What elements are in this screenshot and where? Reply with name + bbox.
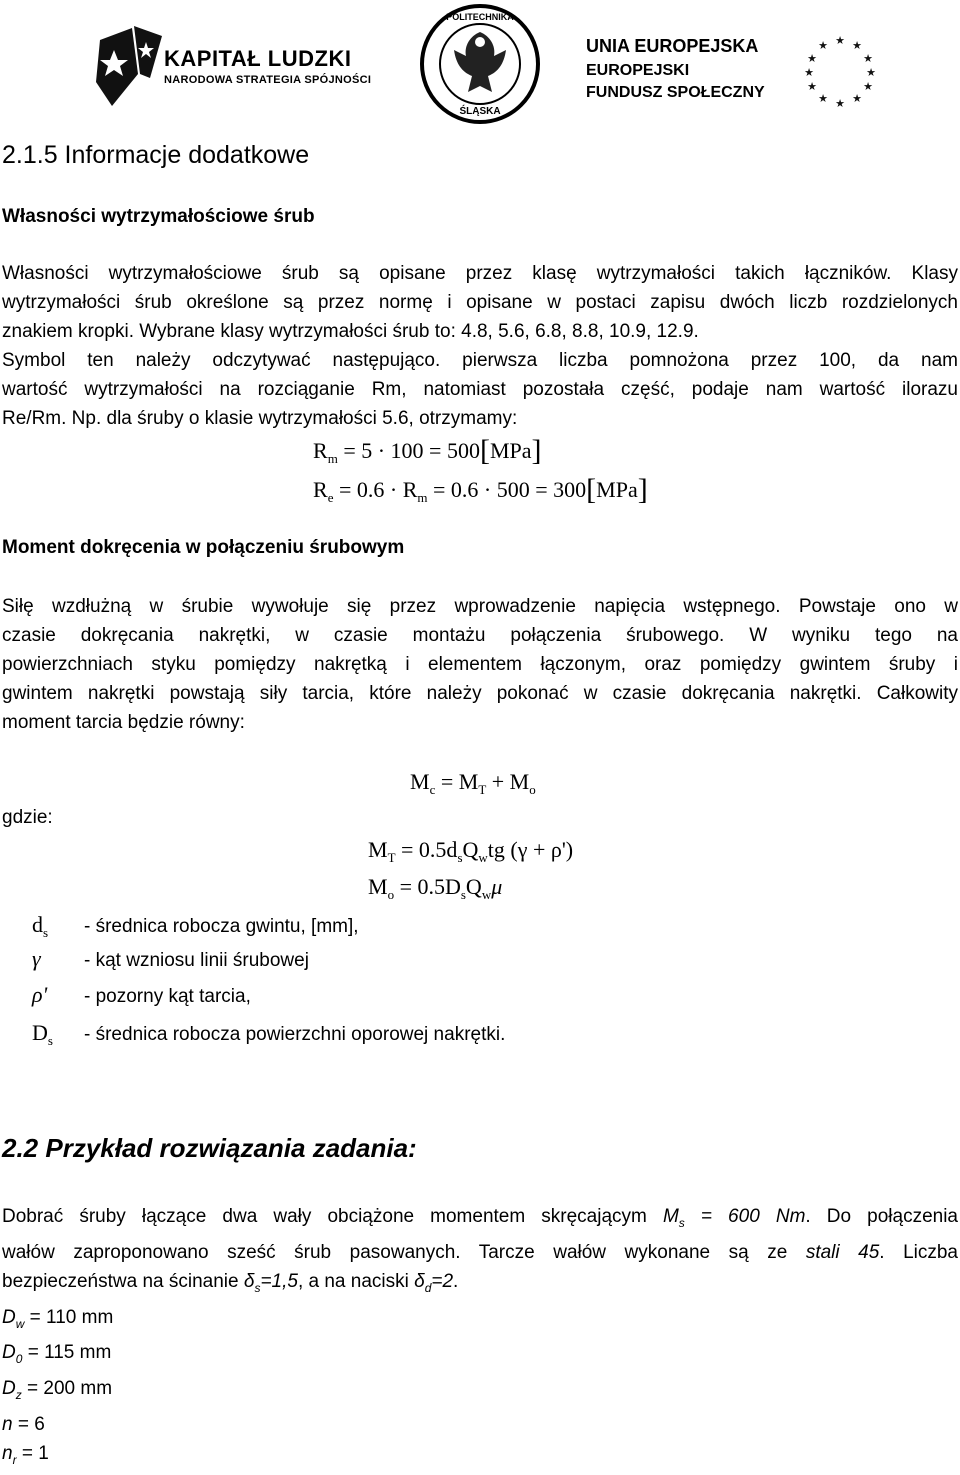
slaska-arc-text: ŚLĄSKA xyxy=(459,106,501,117)
param-dw: $D_w = 110$ mm xyxy=(2,1306,114,1331)
svg-text:★: ★ xyxy=(804,66,814,79)
svg-text:★: ★ xyxy=(807,80,817,93)
paragraph-line: wytrzymałości śrub określone są przez normę i opisane w postaci zapisu dwóch liczb rozdzielonych xyxy=(2,292,958,313)
label-gdzie: gdzie: xyxy=(2,807,53,828)
paragraph-line: Re/Rm. Np. dla śruby o klasie wytrzymałości 5.6, otrzymamy: xyxy=(2,408,518,429)
equation-mo: $M_o = 0.5D_sQ_w\mu$ xyxy=(368,874,503,902)
eu-fund-line2: FUNDUSZ SPOŁECZNY xyxy=(586,84,765,101)
subheading-wlasnosci: Własności wytrzymałościowe śrub xyxy=(2,206,315,227)
param-n: n = 6 xyxy=(2,1413,45,1435)
equation-rm: $R_m = 5 \cdot 100 = 500[MPa]$ xyxy=(313,434,542,467)
svg-text:★: ★ xyxy=(835,97,845,108)
svg-text:★: ★ xyxy=(818,92,828,105)
kapital-ludzki-emblem-icon xyxy=(92,22,164,112)
symbol-Ds: $D_s$ xyxy=(32,1020,53,1048)
section-title-2-2: 2.2 Przykład rozwiązania zadania: xyxy=(2,1133,417,1163)
symbol-rho-desc: - pozorny kąt tarcia, xyxy=(84,986,251,1007)
equation-mc: $M_c = M_T + M_o$ xyxy=(410,769,536,797)
logo-unia-europejska xyxy=(586,36,886,106)
param-nr: $n_r = 1$ xyxy=(2,1442,49,1467)
param-dz: $D_z = 200$ mm xyxy=(2,1378,113,1402)
politechnika-arc-text: POLITECHNIKA xyxy=(446,12,514,22)
svg-text:★: ★ xyxy=(807,52,817,65)
svg-text:★: ★ xyxy=(863,52,873,65)
equation-mt: $M_T = 0.5d_sQ_wtg$ (γ + ρ') xyxy=(368,837,574,865)
param-d0: $D_0 = 115$ mm xyxy=(2,1342,112,1367)
eu-name: UNIA EUROPEJSKA xyxy=(586,36,759,56)
symbol-ds: $d_s$ xyxy=(32,912,49,940)
paragraph-line: Symbol ten należy odczytywać następująco. pierwsza liczba pomnożona przez 100, da nam xyxy=(2,350,958,371)
symbol-ds-desc: - średnica robocza gwintu, [mm], xyxy=(84,916,359,937)
svg-text:★: ★ xyxy=(852,39,862,52)
paragraph-wlasnosci xyxy=(2,259,958,433)
paragraph-task xyxy=(2,1202,958,1475)
paragraph-line: Siłę wzdłużną w śrubie wywołuje się przez wprowadzenie napięcia wstępnego. Powstaje ono w xyxy=(2,596,958,617)
equation-re: $R_e = 0.6 \cdot R_m = 0.6 \cdot 500 = 300[MPa]$ xyxy=(313,473,648,506)
subheading-moment: Moment dokręcenia w połączeniu śrubowym xyxy=(2,537,405,558)
svg-text:★: ★ xyxy=(835,34,845,47)
paragraph-line: wartość wytrzymałości na rozciąganie Rm, natomiast pozostała część, podaje nam wartość ilorazu xyxy=(2,379,958,400)
kapital-ludzki-name: KAPITAŁ LUDZKI xyxy=(164,46,352,71)
logo-politechnika-slaska xyxy=(418,2,542,126)
logo-kapital-ludzki xyxy=(92,22,382,112)
paragraph-line: gwintem nakrętki powstają siły tarcia, które należy pokonać w czasie dokręcania nakrętki. Całkowity xyxy=(2,683,958,704)
svg-text:★: ★ xyxy=(863,80,873,93)
paragraph-line: powierzchniach styku pomiędzy nakrętką i elementem łączonym, oraz pomiędzy gwintem śruby i xyxy=(2,654,958,675)
task-line-3: bezpieczeństwa na ścinanie $\delta_s=1,5$, a na naciski $\delta_d=2$. xyxy=(2,1270,459,1295)
svg-text:★: ★ xyxy=(818,39,828,52)
paragraph-line: Własności wytrzymałościowe śrub są opisane przez klasę wytrzymałości takich łączników. Klasy xyxy=(2,263,958,284)
task-line-2: wałów zaproponowano sześć śrub pasowanych. Tarcze wałów wykonane są ze stali 45. Liczba xyxy=(2,1241,958,1263)
eu-stars-icon xyxy=(802,32,878,108)
symbol-gamma-desc: - kąt wzniosu linii śrubowej xyxy=(84,950,309,971)
paragraph-line: czasie dokręcania nakrętki, w czasie montażu połączenia śrubowego. W wyniku tego na xyxy=(2,625,958,646)
paragraph-line: moment tarcia będzie równy: xyxy=(2,712,245,733)
symbol-Ds-desc: - średnica robocza powierzchni oporowej nakrętki. xyxy=(84,1024,506,1045)
svg-text:★: ★ xyxy=(852,92,862,105)
task-line-1: Dobrać śruby łączące dwa wały obciążone momentem skręcającym $M_s = 600$ Nm. Do połączenia xyxy=(2,1206,958,1230)
section-title-2-1-5: 2.1.5 Informacje dodatkowe xyxy=(2,141,310,169)
svg-text:★: ★ xyxy=(866,66,876,79)
eu-fund-line1: EUROPEJSKI xyxy=(586,62,690,79)
symbol-gamma: γ xyxy=(32,946,41,971)
symbol-rho: ρ' xyxy=(32,982,48,1007)
paragraph-moment xyxy=(2,592,958,737)
paragraph-line: znakiem kropki. Wybrane klasy wytrzymałości śrub to: 4.8, 5.6, 6.8, 8.8, 10.9, 12.9. xyxy=(2,321,699,342)
kapital-ludzki-tagline: NARODOWA STRATEGIA SPÓJNOŚCI xyxy=(164,74,372,86)
